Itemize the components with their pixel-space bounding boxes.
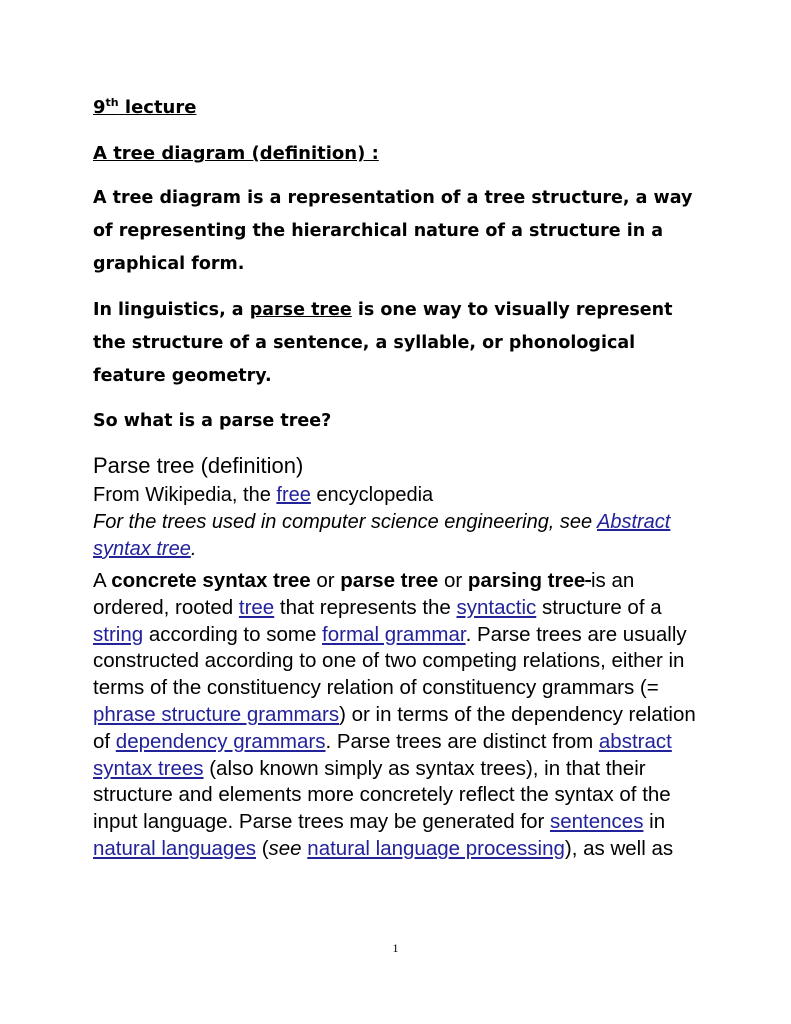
bold-term: parse tree [340,569,439,592]
lecture-word: lecture [124,97,197,118]
italic-text: see [268,836,302,860]
formal-grammar-link[interactable]: formal grammar [322,622,466,646]
text-span: is an ordered, rooted [93,569,635,619]
text-span: ( [256,836,269,860]
text-span: ), as well as [564,836,674,860]
tree-link[interactable]: tree [238,595,275,619]
lecture-title [93,96,196,118]
lecture-superscript: th [105,96,119,109]
natural-languages-link[interactable]: natural languages [93,836,256,860]
bold-term: concrete syntax tree [111,569,311,592]
paragraph-linguistics [93,294,708,393]
dependency-grammars-link[interactable]: dependency grammars [115,729,326,753]
text-span: ) or in terms of the dependency relation of [93,702,696,753]
abstract-syntax-trees-link[interactable]: abstract syntax trees [93,729,672,780]
text-span: that represents the [274,595,457,619]
string-link[interactable]: string [93,622,144,646]
wiki-body-paragraph [93,568,703,863]
text-span: From Wikipedia, the [93,484,277,506]
page-number: 1 [392,941,399,955]
text-span: . [190,538,197,560]
text-span: is one way to visually represent the structure of a sentence, a syllable, or phonological feature geometry. [93,300,673,386]
paragraph-tree-diagram: A tree diagram is a representation of a tree structure, a way of representing the hierarchical nature of a structure in a graphical form. [93,188,693,274]
text-span: . Parse trees are usually constructed according to one of two competing relations, either in terms of the constituency relation of constituency grammars (= [93,622,687,700]
section-heading: A tree diagram (definition) : [93,143,379,164]
phrase-structure-grammars-link[interactable]: phrase structure grammars [93,702,340,726]
wiki-hatnote [93,509,703,563]
text-span: . Parse trees are distinct from [325,729,599,753]
text-span: according to some [143,622,323,646]
sentences-link[interactable]: sentences [550,810,644,834]
lecture-number: 9 [93,97,106,118]
text-span: A [93,569,112,592]
paragraph-question: So what is a parse tree? [93,411,332,431]
text-span: (also known simply as syntax trees), in that their structure and elements more concretely reflect the syntax of the input language. Parse trees may be generated for [93,756,671,834]
abstract-syntax-tree-link[interactable]: Abstract syntax tree [93,511,671,560]
syntactic-link[interactable]: syntactic [456,595,537,619]
text-span: For the trees used in computer science engineering, see [93,511,597,533]
text-span: encyclopedia [310,484,434,506]
bold-term: parsing tree [467,569,586,592]
wiki-article-title: Parse tree (definition) [93,453,304,478]
text-span: In linguistics, a [93,300,250,320]
text-span: or [310,569,341,592]
wiki-source-line [93,482,703,509]
text-span: structure of a [536,595,662,619]
free-link[interactable]: free [276,484,311,506]
parse-tree-term: parse tree [249,300,352,320]
text-span: in [643,810,666,834]
natural-language-processing-link[interactable]: natural language processing [307,836,565,860]
text-span: or [438,569,468,592]
